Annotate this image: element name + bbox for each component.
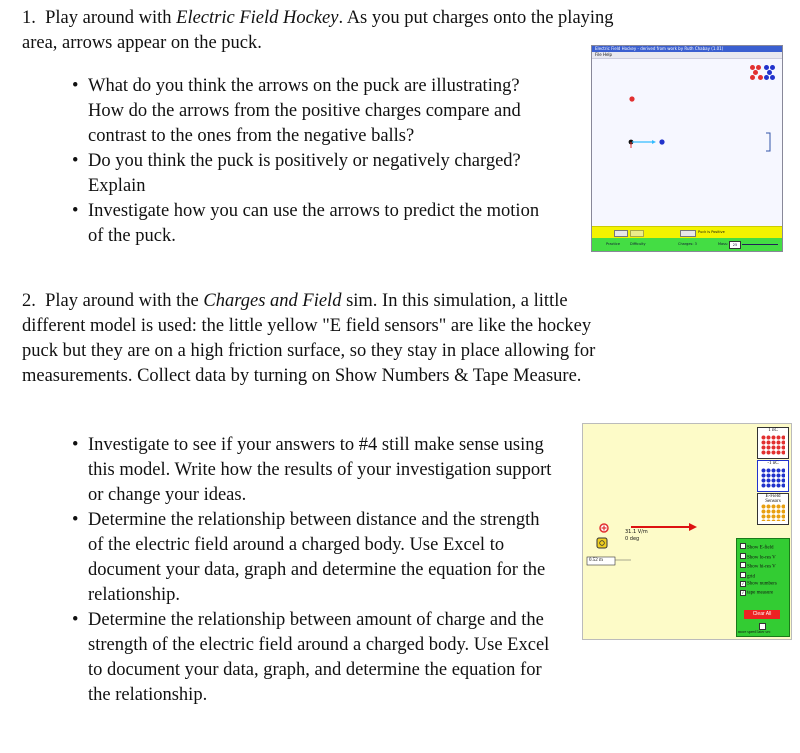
negative-charge-icon [659,139,664,144]
charges-fields-screenshot [582,423,792,640]
start-button[interactable] [614,230,628,237]
option-label: Show E-field [747,545,774,551]
tape-value: 0.52 m [589,558,603,563]
puck-positive-label: Puck is Positive [698,230,725,234]
q1-intro [22,6,652,56]
option-label: grid [747,574,756,580]
negative-bucket-label: -1 nC [758,461,788,466]
q1-text-after: . As you put charges onto the playing area, arrows appear on the puck. [22,8,614,53]
option-grid[interactable] [740,572,755,580]
q1-bullet: • Do you think the puck is positively or negatively charged? Explain [72,149,552,199]
q1-sim-name: Electric Field Hockey [176,8,339,28]
negative-charges-icon [761,468,785,488]
checkmark-icon[interactable]: ✓ [741,590,745,595]
force-arrowhead-icon [652,140,656,144]
positive-bucket-label: 1 nC [758,428,788,433]
q2-bullet: • Determine the relationship between distance and the strength of the electric field around a charged body. Use Excel to document your data, graph and determine the equation for the relationship. [72,508,552,608]
practice-label: Practice [606,242,620,246]
option-checkbox[interactable] [740,553,746,559]
q2-bullet-list [72,433,552,708]
reset-button[interactable] [630,230,644,237]
bottom-label: more speed later sec [738,629,771,634]
hockey-title-bar: Electric Field Hockey - derived from work by Ruth Chabay (1.01) [592,46,782,52]
q2-number: 2. [22,291,36,311]
q2-text-after: sim. In this simulation, a little different model is used: the little yellow "E field sensors" are like the hockey puck but they are on a high friction surface, so they stay in place allowing for measurements. Collect data by turning on Show Numbers & Tape Measure. [22,291,596,386]
sensor-value: 31.1 V/m [625,529,648,535]
options-panel [736,538,790,637]
mass-slider[interactable] [742,244,778,245]
clear-button[interactable] [680,230,696,237]
positive-charge-icon [629,96,634,101]
option-label: Show hi-res V [747,564,776,570]
option-label: Show lo-res V [747,555,776,561]
sensor-bucket-label: E-Field Sensors [758,494,788,504]
q2-text-before: Play around with the [45,291,204,311]
option-show-efield[interactable] [740,543,774,551]
negative-charge-bucket[interactable] [757,460,789,492]
q2-bullet: • Investigate to see if your answers to #4 still make sense using this model. Write how the results of your investigation support or change your ideas. [72,433,552,508]
q2-bullet: • Determine the relationship between amount of charge and the strength of the electric field around a charged body. Use Excel to document your data, graph, and determine the equation for the relationship. [72,608,552,708]
hockey-playing-field [592,59,782,226]
clear-all-button[interactable]: Clear All [744,610,780,619]
option-hires-v[interactable] [740,562,776,570]
option-checkbox[interactable] [740,543,746,549]
mass-input[interactable]: 25 [729,241,741,249]
sensor-bucket[interactable] [757,493,789,525]
sensor-angle: 0 deg [625,536,640,542]
positive-charge-bucket[interactable] [757,427,789,459]
hockey-controls-row2 [592,238,782,251]
field-arrowhead-icon [689,523,697,531]
q2-intro [22,289,622,389]
option-lores-v[interactable] [740,553,776,561]
charges-count: Charges: 3 [678,242,697,246]
option-show-numbers[interactable] [740,581,777,587]
positive-charges-icon [761,435,785,455]
hockey-field-drawing [592,59,782,226]
difficulty-label: Difficulty [630,242,646,246]
q1-number: 1. [22,8,36,28]
q1-bullet-list [72,74,552,249]
q2-sim-name: Charges and Field [203,291,342,311]
option-label: tape measure [747,590,774,596]
option-checkbox[interactable] [740,562,746,568]
goal-icon [766,133,770,151]
hockey-sim-screenshot [591,45,783,252]
option-checkbox[interactable] [740,572,746,578]
checkmark-icon[interactable]: ✓ [741,581,745,586]
q1-bullet: • What do you think the arrows on the puck are illustrating? How do the arrows from the positive charges compare and contrast to the ones from the negative balls? [72,74,552,149]
option-tape-measure[interactable] [740,590,773,596]
hockey-menu-bar: File Help [592,52,782,59]
q1-text-before: Play around with [45,8,177,28]
option-label: Show numbers [747,581,777,587]
mass-label: Mass: [718,242,728,246]
sensors-icon [761,504,785,521]
q1-bullet: • Investigate how you can use the arrows to predict the motion of the puck. [72,199,552,249]
